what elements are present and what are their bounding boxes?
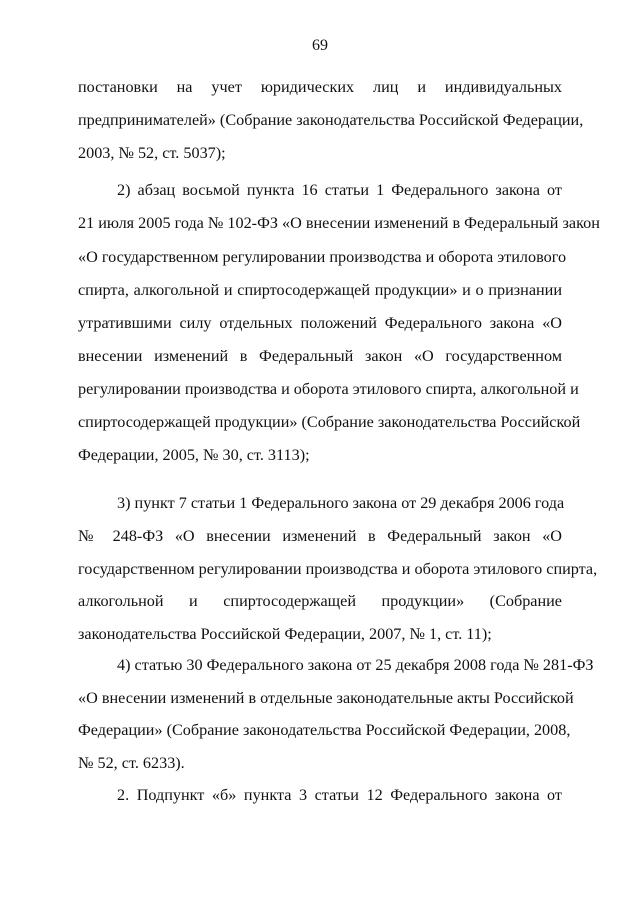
text-line: предпринимателей» (Собрание законодательства Российской Федерации, [78, 111, 584, 129]
text-line: утратившими силу отдельных положений Федерального закона «О [78, 314, 562, 332]
text-line: 4) статью 30 Федерального закона от 25 декабря 2008 года № 281-ФЗ [117, 656, 594, 674]
text-line: 2. Подпункт «б» пункта 3 статьи 12 Федерального закона от [117, 786, 562, 804]
text-line: Федерации» (Собрание законодательства Российской Федерации, 2008, [78, 721, 571, 739]
text-line: 2) абзац восьмой пункта 16 статьи 1 Федерального закона от [117, 181, 562, 199]
text-line: государственном регулировании производства и оборота этилового спирта, [78, 560, 598, 578]
text-line: № 52, ст. 6233). [78, 754, 185, 772]
text-line: спирта, алкогольной и спиртосодержащей продукции» и о признании [78, 281, 562, 299]
text-line: Федерации, 2005, № 30, ст. 3113); [78, 446, 310, 464]
text-line: «О внесении изменений в отдельные законодательные акты Российской [78, 689, 574, 707]
text-line: внесении изменений в Федеральный закон «О государственном [78, 347, 562, 365]
text-line: № 248-ФЗ «О внесении изменений в Федеральный закон «О [78, 527, 562, 545]
text-line: 21 июля 2005 года № 102-ФЗ «О внесении изменений в Федеральный закон [78, 214, 600, 232]
text-line: законодательства Российской Федерации, 2007, № 1, ст. 11); [78, 625, 492, 643]
text-line: спиртосодержащей продукции» (Собрание законодательства Российской [78, 413, 581, 431]
text-line: регулировании производства и оборота этилового спирта, алкогольной и [78, 380, 579, 398]
page-number: 69 [312, 37, 328, 54]
text-line: 2003, № 52, ст. 5037); [78, 144, 226, 162]
text-line: алкогольной и спиртосодержащей продукции» (Собрание [78, 592, 562, 610]
text-line: «О государственном регулировании производства и оборота этилового [78, 248, 567, 266]
text-line: постановки на учет юридических лиц и индивидуальных [78, 78, 562, 96]
text-line: 3) пункт 7 статьи 1 Федерального закона от 29 декабря 2006 года [117, 494, 565, 512]
